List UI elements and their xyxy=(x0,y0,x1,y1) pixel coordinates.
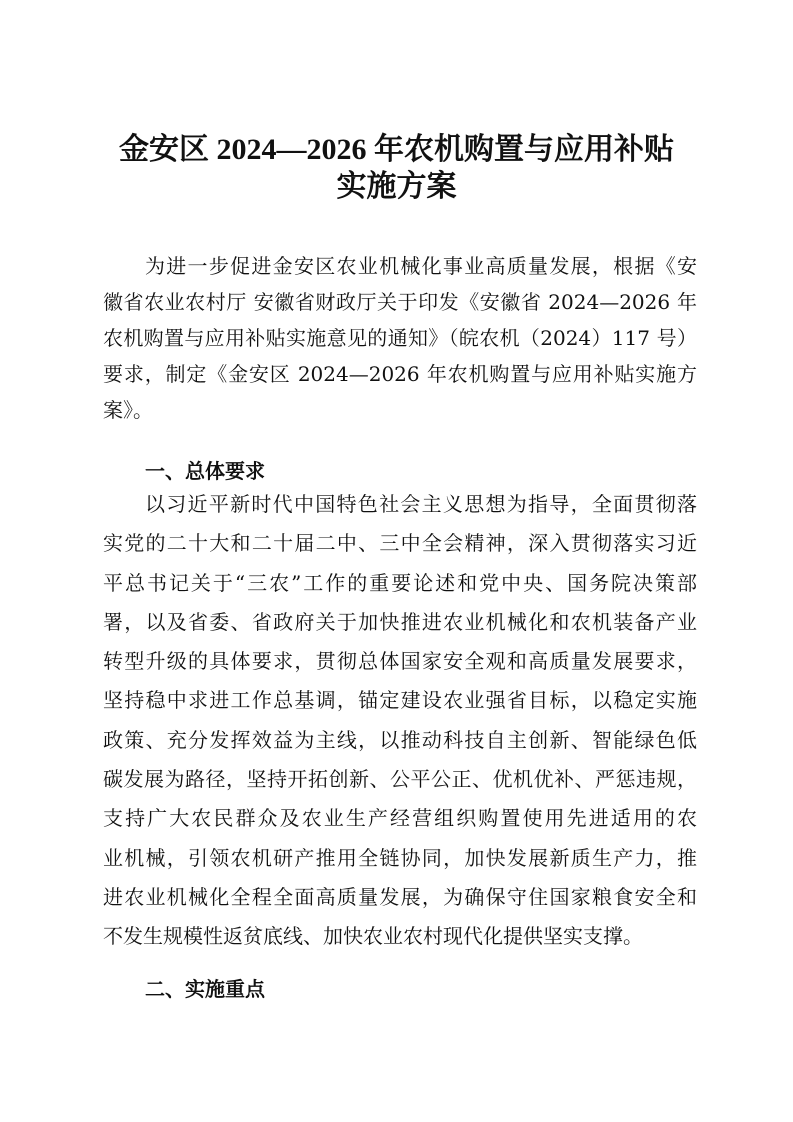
text-line: 农机购置与应用补贴实施意见的通知》（皖农机（2024）117 号） xyxy=(103,326,697,350)
text-line: 进农业机械化全程全面高质量发展，为确保守住国家粮食安全和 xyxy=(103,884,697,909)
section-2-heading: 二、实施重点 xyxy=(145,977,265,1001)
text-line: 碳发展为路径，坚持开拓创新、公平公正、优机优补、严惩违规， xyxy=(103,767,697,792)
document-title-line-2: 实施方案 xyxy=(336,170,457,203)
text-line: 案》。 xyxy=(103,398,153,422)
text-line: 坚持稳中求进工作总基调，锚定建设农业强省目标，以稳定实施 xyxy=(103,688,697,713)
text-line: 徽省农业农村厅 安徽省财政厅关于印发《安徽省 2024—2026 年 xyxy=(103,290,697,314)
text-line: 为进一步促进金安区农业机械化事业高质量发展，根据《安 xyxy=(145,254,697,278)
section-1-paragraph xyxy=(103,485,697,957)
text-line: 以习近平新时代中国特色社会主义思想为指导，全面贯彻落 xyxy=(145,492,697,516)
text-line: 要求，制定《金安区 2024—2026 年农机购置与应用补贴实施方 xyxy=(103,362,697,386)
document-title-line-1: 金安区 2024—2026 年农机购置与应用补贴 xyxy=(119,133,674,166)
text-line: 实党的二十大和二十届二中、三中全会精神，深入贯彻落实习近 xyxy=(103,531,697,556)
text-line: 政策、充分发挥效益为主线，以推动科技自主创新、智能绿色低 xyxy=(103,727,697,752)
text-line: 平总书记关于“三农”工作的重要论述和党中央、国务院决策部 xyxy=(103,570,697,595)
text-line: 不发生规模性返贫底线、加快农业农村现代化提供坚实支撑。 xyxy=(103,924,643,949)
intro-paragraph xyxy=(103,248,697,428)
text-line: 转型升级的具体要求，贯彻总体国家安全观和高质量发展要求， xyxy=(103,649,697,674)
section-1-heading: 一、总体要求 xyxy=(145,459,265,483)
text-line: 业机械，引领农机研产推用全链协同，加快发展新质生产力，推 xyxy=(103,845,697,870)
text-line: 署，以及省委、省政府关于加快推进农业机械化和农机装备产业 xyxy=(103,609,697,634)
text-line: 支持广大农民群众及农业生产经营组织购置使用先进适用的农 xyxy=(103,806,697,831)
